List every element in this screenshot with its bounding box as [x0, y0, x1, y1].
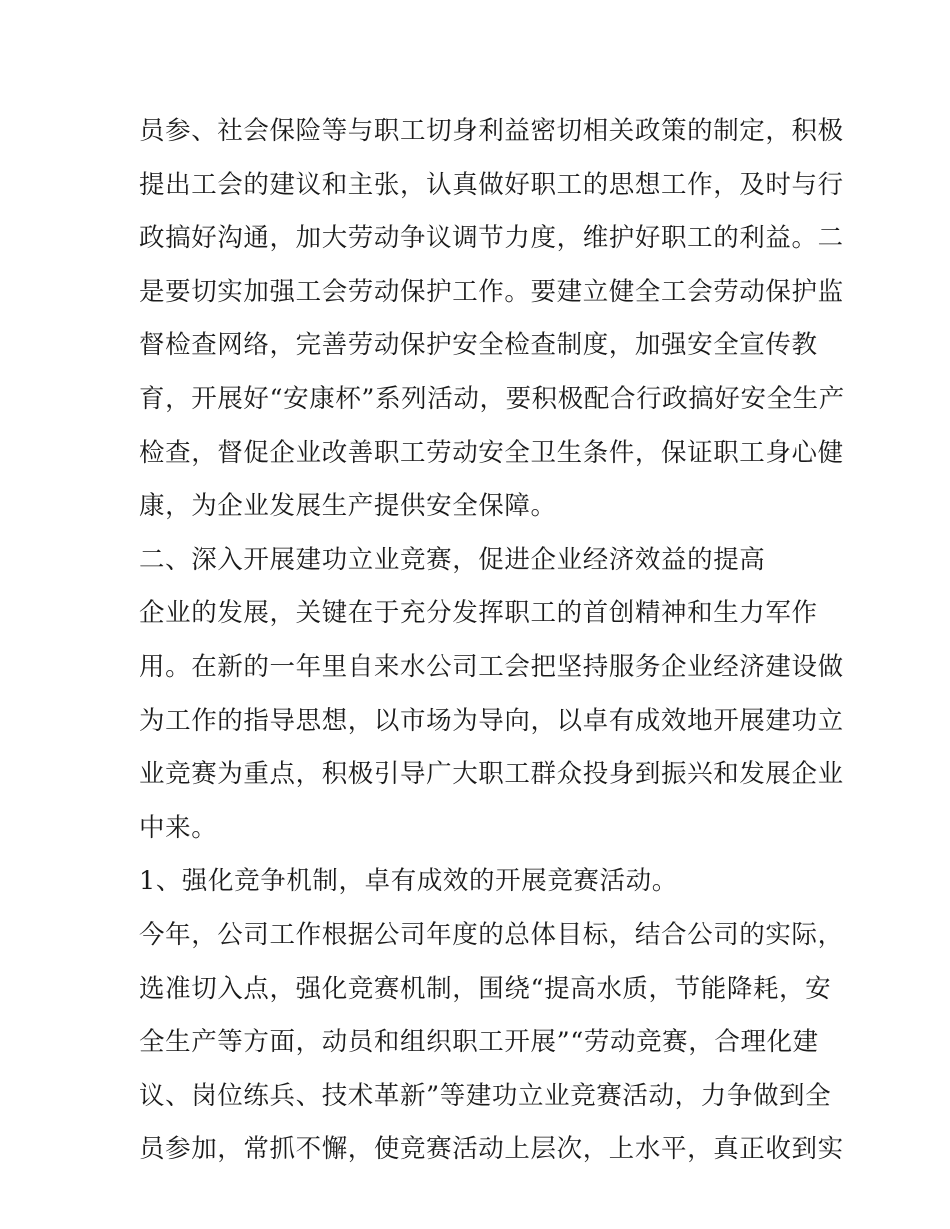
text-line: 议、岗位练兵、技术革新”等建功立业竞赛活动，力争做到全 — [139, 1080, 832, 1111]
text-line: 全生产等方面，动员和组织职工开展”“劳动竞赛，合理化建 — [139, 1027, 819, 1058]
text-line: 是要切实加强工会劳动保护工作。要建立健全工会劳动保护监 — [139, 276, 844, 307]
text-line: 业竞赛为重点，积极引导广大职工群众投身到振兴和发展企业 — [139, 759, 844, 790]
text-line: 康，为企业发展生产提供安全保障。 — [139, 491, 557, 522]
subsection-heading: 1、强化竞争机制，卓有成效的开展竞赛活动。 — [139, 866, 678, 897]
text-line: 督检查网络，完善劳动保护安全检查制度，加强安全宣传教 — [139, 330, 818, 361]
text-line: 检查，督促企业改善职工劳动安全卫生条件，保证职工身心健 — [139, 437, 844, 468]
text-line: 为工作的指导思想，以市场为导向，以卓有成效地开展建功立 — [139, 705, 844, 736]
section-heading: 二、深入开展建功立业竞赛，促进企业经济效益的提高 — [139, 544, 766, 575]
text-line: 今年，公司工作根据公司年度的总体目标，结合公司的实际， — [139, 919, 844, 950]
text-line: 员参、社会保险等与职工切身利益密切相关政策的制定，积极 — [139, 116, 844, 146]
text-line: 选准切入点，强化竞赛机制，围绕“提高水质，节能降耗，安 — [139, 973, 832, 1004]
text-line: 员参加，常抓不懈，使竞赛活动上层次，上水平，真正收到实 — [139, 1134, 844, 1165]
text-line: 用。在新的一年里自来水公司工会把坚持服务企业经济建设做 — [139, 651, 844, 682]
body-text — [139, 105, 845, 1177]
text-line: 政搞好沟通，加大劳动争议调节力度，维护好职工的利益。二 — [139, 223, 844, 254]
text-line: 中来。 — [139, 812, 218, 843]
text-line: 提出工会的建议和主张，认真做好职工的思想工作，及时与行 — [139, 169, 844, 200]
text-line: 育，开展好“安康杯”系列活动，要积极配合行政搞好安全生产 — [139, 383, 845, 414]
text-line: 企业的发展，关键在于充分发挥职工的首创精神和生力军作 — [139, 598, 818, 629]
